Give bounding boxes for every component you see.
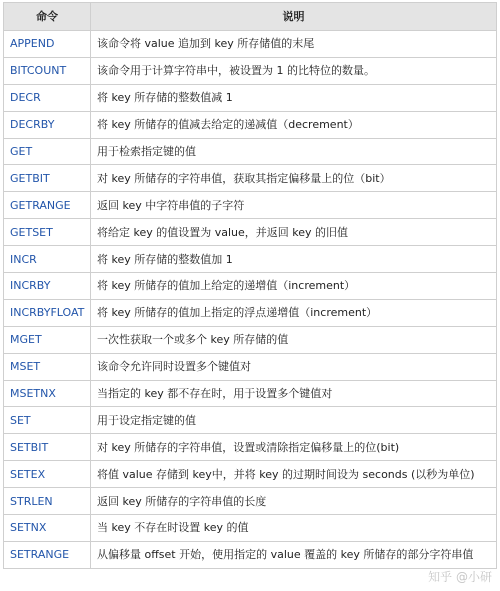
description-cell: 该命令将 value 追加到 key 所存储值的末尾	[91, 31, 497, 58]
table-row	[4, 541, 497, 568]
table-row	[4, 407, 497, 434]
description-cell: 当 key 不存在时设置 key 的值	[91, 515, 497, 542]
table-header-row	[4, 3, 497, 31]
description-cell: 对 key 所储存的字符串值，设置或清除指定偏移量上的位(bit)	[91, 434, 497, 461]
description-cell: 返回 key 所储存的字符串值的长度	[91, 488, 497, 515]
command-cell: GETBIT	[4, 165, 91, 192]
redis-string-commands-table	[3, 2, 497, 569]
command-cell: SETNX	[4, 515, 91, 542]
description-cell: 该命令用于计算字符串中，被设置为 1 的比特位的数量。	[91, 57, 497, 84]
table-row	[4, 31, 497, 58]
table-row	[4, 165, 497, 192]
command-cell: GETSET	[4, 219, 91, 246]
description-cell: 将 key 所储存的值加上指定的浮点递增值（increment）	[91, 299, 497, 326]
table-row	[4, 353, 497, 380]
command-cell: MSET	[4, 353, 91, 380]
command-cell: SETRANGE	[4, 541, 91, 568]
command-cell: DECRBY	[4, 111, 91, 138]
table-row	[4, 111, 497, 138]
watermark: 知乎 @小研	[428, 570, 492, 584]
table-row	[4, 84, 497, 111]
command-cell: GET	[4, 138, 91, 165]
table-row	[4, 461, 497, 488]
command-cell: SETEX	[4, 461, 91, 488]
command-cell: STRLEN	[4, 488, 91, 515]
table-row	[4, 434, 497, 461]
table-row	[4, 192, 497, 219]
table-row	[4, 515, 497, 542]
table-row	[4, 326, 497, 353]
header-command: 命令	[4, 3, 91, 31]
table-row	[4, 299, 497, 326]
command-cell: APPEND	[4, 31, 91, 58]
command-cell: MGET	[4, 326, 91, 353]
description-cell: 该命令允许同时设置多个键值对	[91, 353, 497, 380]
command-cell: DECR	[4, 84, 91, 111]
description-cell: 用于设定指定键的值	[91, 407, 497, 434]
command-cell: BITCOUNT	[4, 57, 91, 84]
description-cell: 将 key 所存储的整数值加 1	[91, 246, 497, 273]
table-row	[4, 380, 497, 407]
command-cell: INCR	[4, 246, 91, 273]
description-cell: 对 key 所储存的字符串值，获取其指定偏移量上的位（bit）	[91, 165, 497, 192]
description-cell: 返回 key 中字符串值的子字符	[91, 192, 497, 219]
command-cell: GETRANGE	[4, 192, 91, 219]
table-row	[4, 57, 497, 84]
command-cell: SETBIT	[4, 434, 91, 461]
description-cell: 用于检索指定键的值	[91, 138, 497, 165]
table-row	[4, 219, 497, 246]
command-cell: SET	[4, 407, 91, 434]
header-description: 说明	[91, 3, 497, 31]
description-cell: 将 key 所存储的整数值减 1	[91, 84, 497, 111]
description-cell: 将 key 所储存的值加上给定的递增值（increment）	[91, 273, 497, 300]
description-cell: 将给定 key 的值设置为 value，并返回 key 的旧值	[91, 219, 497, 246]
description-cell: 从偏移量 offset 开始，使用指定的 value 覆盖的 key 所储存的部分字符串值	[91, 541, 497, 568]
command-cell: INCRBYFLOAT	[4, 299, 91, 326]
description-cell: 将 key 所储存的值减去给定的递减值（decrement）	[91, 111, 497, 138]
table-row	[4, 273, 497, 300]
command-cell: INCRBY	[4, 273, 91, 300]
command-cell: MSETNX	[4, 380, 91, 407]
table-body	[4, 31, 497, 569]
description-cell: 将值 value 存储到 key中，并将 key 的过期时间设为 seconds (以秒为单位)	[91, 461, 497, 488]
table-row	[4, 138, 497, 165]
table-row	[4, 246, 497, 273]
description-cell: 当指定的 key 都不存在时，用于设置多个键值对	[91, 380, 497, 407]
table-row	[4, 488, 497, 515]
description-cell: 一次性获取一个或多个 key 所存储的值	[91, 326, 497, 353]
